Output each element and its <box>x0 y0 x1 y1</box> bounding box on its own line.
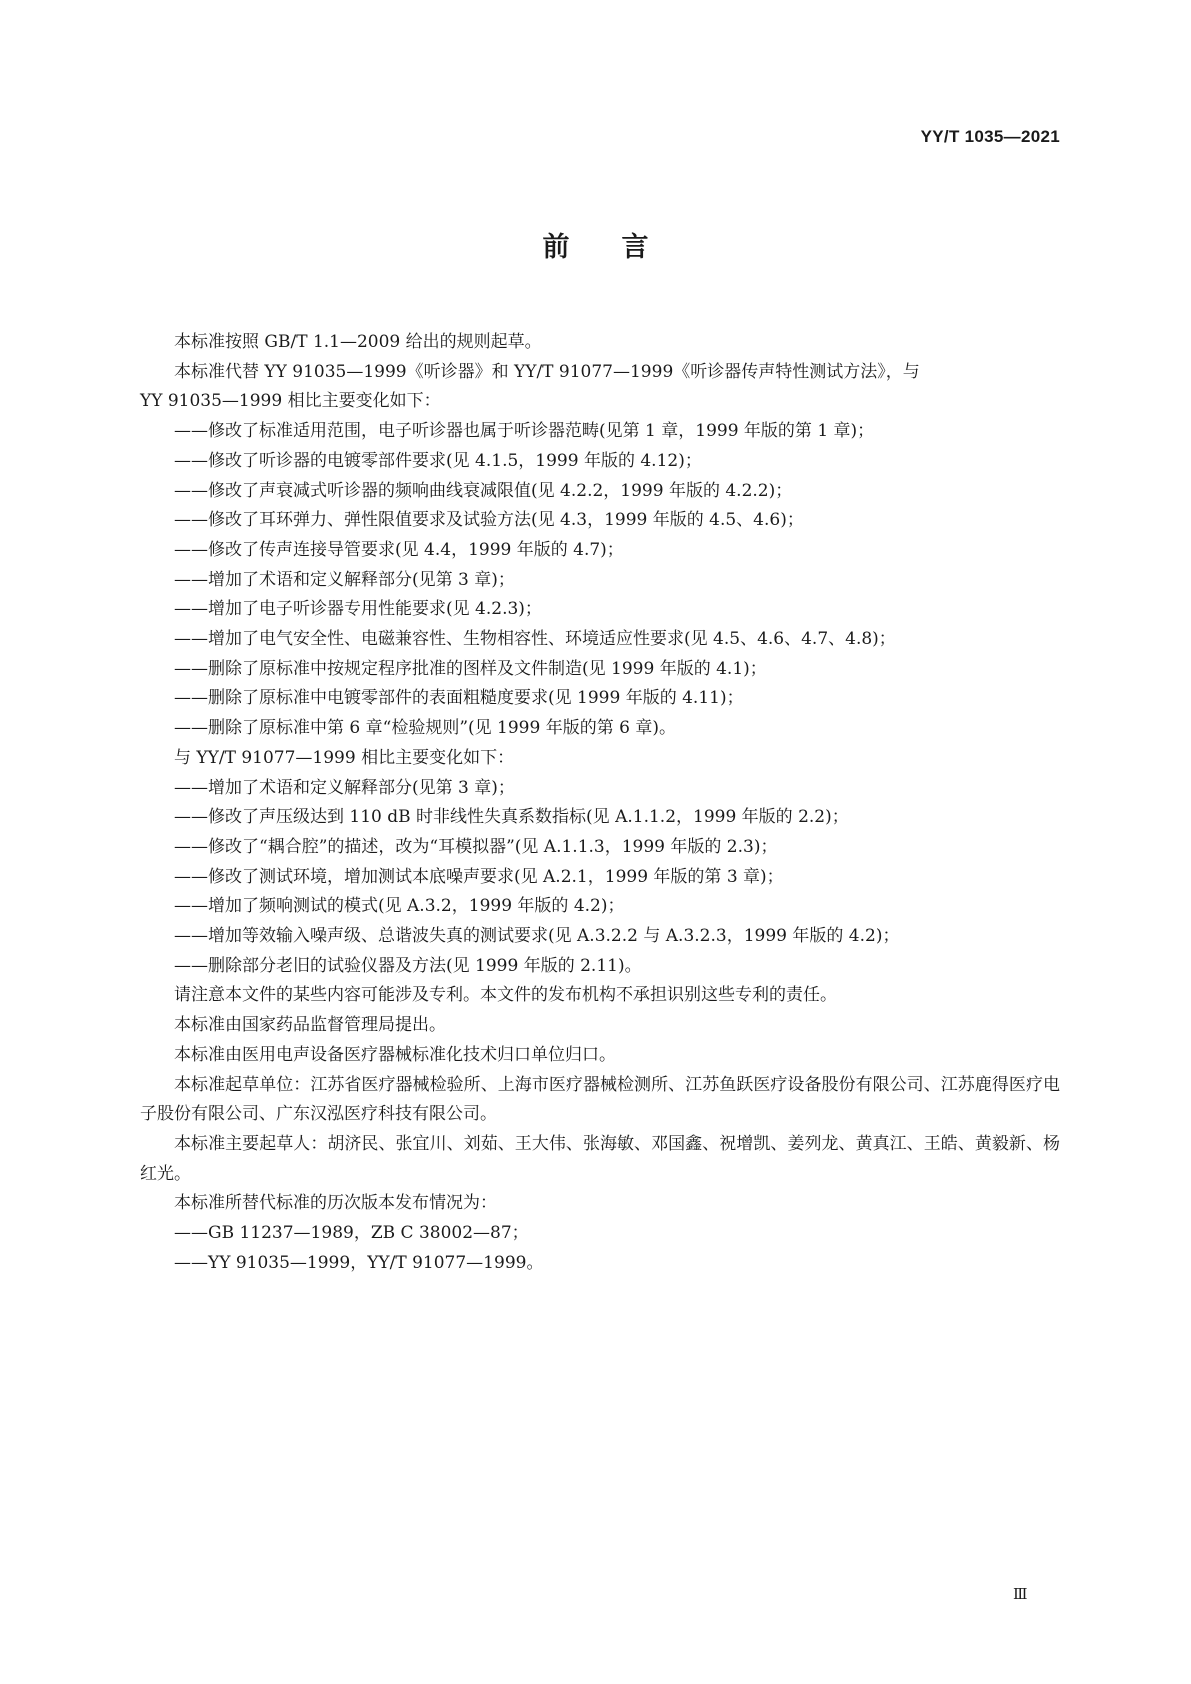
paragraph: ——YY 91035—1999，YY/T 91077—1999。 <box>174 1252 544 1273</box>
paragraph: ——删除了原标准中按规定程序批准的图样及文件制造(见 1999 年版的 4.1)； <box>174 658 767 679</box>
paragraph: 与 YY/T 91077—1999 相比主要变化如下： <box>174 747 515 768</box>
paragraph: ——增加了电气安全性、电磁兼容性、生物相容性、环境适应性要求(见 4.5、4.6、4.7、4.8)； <box>174 629 896 650</box>
paragraph: ——删除部分老旧的试验仪器及方法(见 1999 年版的 2.11)。 <box>174 955 642 976</box>
paragraph: ——增加等效输入噪声级、总谐波失真的测试要求(见 A.3.2.2 与 A.3.2.3，1999 年版的 4.2)； <box>174 926 900 947</box>
paragraph: ——修改了声压级达到 110 dB 时非线性失真系数指标(见 A.1.1.2，1999 年版的 2.2)； <box>174 807 849 828</box>
paragraph: ——增加了电子听诊器专用性能要求(见 4.2.3)； <box>174 599 542 620</box>
paragraph: ——增加了术语和定义解释部分(见第 3 章)； <box>174 777 515 798</box>
paragraph: ——修改了传声连接导管要求(见 4.4，1999 年版的 4.7)； <box>174 539 624 560</box>
paragraph: ——修改了测试环境，增加测试本底噪声要求(见 A.2.1，1999 年版的第 3 章)； <box>174 866 784 887</box>
paragraph: ——GB 11237—1989，ZB C 38002—87； <box>174 1223 529 1244</box>
paragraph: ——删除了原标准中电镀零部件的表面粗糙度要求(见 1999 年版的 4.11)； <box>174 688 744 709</box>
paragraph: ——修改了“耦合腔”的描述，改为“耳模拟器”(见 A.1.1.3，1999 年版的 2.3)； <box>174 836 778 857</box>
page-number: Ⅲ <box>1013 1585 1028 1603</box>
paragraph: 本标准由医用电声设备医疗器械标准化技术归口单位归口。 <box>174 1044 616 1065</box>
paragraph: 本标准主要起草人：胡济民、张宜川、刘茹、王大伟、张海敏、邓国鑫、祝增凯、姜列龙、黄真江、王皓、黄毅新、杨红光。 <box>140 1133 1060 1184</box>
paragraph: ——修改了标准适用范围，电子听诊器也属于听诊器范畴(见第 1 章，1999 年版的第 1 章)； <box>174 421 875 442</box>
paragraph: 请注意本文件的某些内容可能涉及专利。本文件的发布机构不承担识别这些专利的责任。 <box>174 985 837 1006</box>
paragraph: ——修改了声衰减式听诊器的频响曲线衰减限值(见 4.2.2，1999 年版的 4.2.2)； <box>174 480 793 501</box>
paragraph: 本标准所替代标准的历次版本发布情况为： <box>174 1193 497 1214</box>
paragraph: ——增加了频响测试的模式(见 A.3.2，1999 年版的 4.2)； <box>174 896 625 917</box>
paragraph: ——增加了术语和定义解释部分(见第 3 章)； <box>174 569 515 590</box>
paragraph: ——修改了耳环弹力、弹性限值要求及试验方法(见 4.3，1999 年版的 4.5、4.6)； <box>174 510 804 531</box>
paragraph: 本标准由国家药品监督管理局提出。 <box>174 1015 446 1036</box>
paragraph: 本标准按照 GB/T 1.1—2009 给出的规则起草。 <box>174 332 542 352</box>
paragraph: 本标准起草单位：江苏省医疗器械检验所、上海市医疗器械检测所、江苏鱼跃医疗设备股份有限公司、江苏鹿得医疗电子股份有限公司、广东汉泓医疗科技有限公司。 <box>140 1074 1060 1125</box>
paragraph: ——删除了原标准中第 6 章“检验规则”(见 1999 年版的第 6 章)。 <box>174 718 676 739</box>
standard-code: YY/T 1035—2021 <box>920 127 1060 146</box>
paragraph: 本标准代替 YY 91035—1999《听诊器》和 YY/T 91077—1999《听诊器传声特性测试方法》，与 <box>174 361 920 382</box>
paragraph: YY 91035—1999 相比主要变化如下： <box>140 391 441 412</box>
foreword-body <box>140 328 1060 1279</box>
paragraph: ——修改了听诊器的电镀零部件要求(见 4.1.5，1999 年版的 4.12)； <box>174 450 702 471</box>
page-title: 前言 <box>542 232 701 263</box>
